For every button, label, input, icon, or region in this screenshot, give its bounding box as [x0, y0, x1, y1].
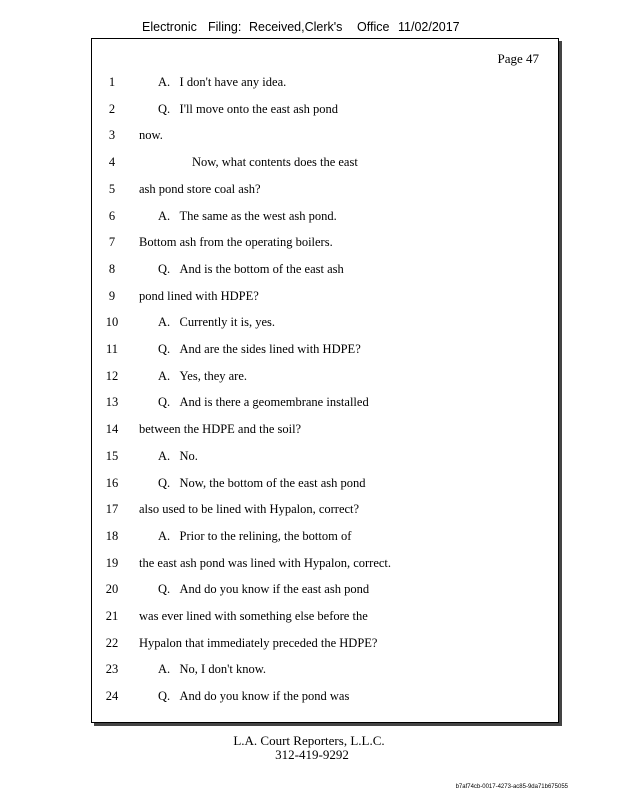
header-office: Office	[357, 20, 390, 34]
line-number: 21	[105, 609, 119, 623]
line-number: 15	[105, 448, 119, 463]
transcript-line	[92, 422, 558, 440]
transcript-line	[92, 609, 558, 627]
line-text: Bottom ash from the operating boilers.	[139, 235, 333, 250]
transcript-line	[92, 342, 558, 360]
transcript-page	[91, 38, 559, 723]
transcript-line	[92, 102, 558, 120]
line-number: 14	[105, 422, 119, 437]
line-text: between the HDPE and the soil?	[139, 422, 302, 437]
line-text: A. No, I don't know.	[158, 662, 267, 677]
line-number: 5	[108, 181, 116, 196]
line-number: 1	[108, 75, 116, 89]
line-text: Q. Now, the bottom of the east ash pond	[158, 475, 366, 490]
line-number: 24	[105, 689, 119, 704]
transcript-line	[92, 209, 558, 227]
line-number: 9	[108, 288, 116, 303]
line-text: also used to be lined with Hypalon, correct?	[139, 502, 360, 517]
line-text: Now, what contents does the east	[192, 155, 358, 170]
transcript-line	[92, 128, 558, 146]
line-text: Q. And is the bottom of the east ash	[158, 261, 344, 276]
line-text: Hypalon that immediately preceded the HDPE?	[139, 635, 378, 650]
line-text: the east ash pond was lined with Hypalon, correct.	[139, 555, 392, 570]
transcript-line	[92, 369, 558, 387]
line-text: was ever lined with something else before the	[139, 609, 368, 623]
filing-header	[0, 20, 618, 38]
transcript-line	[92, 662, 558, 680]
line-text: A. Currently it is, yes.	[158, 315, 276, 330]
line-text: pond lined with HDPE?	[139, 288, 259, 303]
transcript-line	[92, 636, 558, 654]
header-electronic: Electronic	[142, 20, 197, 34]
line-number: 4	[108, 155, 116, 170]
transcript-line	[92, 182, 558, 200]
transcript-line	[92, 155, 558, 173]
line-text: now.	[139, 128, 163, 143]
line-number: 6	[108, 208, 116, 223]
line-text: Q. And are the sides lined with HDPE?	[158, 342, 361, 356]
line-number: 8	[108, 261, 116, 276]
footer-phone: 312-419-9292	[275, 747, 349, 762]
line-number: 7	[108, 235, 116, 250]
line-number: 11	[105, 342, 119, 356]
page-number: Page 47	[497, 51, 539, 66]
line-number: 18	[105, 528, 119, 543]
transcript-line	[92, 582, 558, 600]
transcript-line	[92, 235, 558, 253]
transcript-line	[92, 529, 558, 547]
header-date: 11/02/2017	[398, 20, 460, 34]
line-number: 12	[105, 368, 119, 383]
line-text: A. The same as the west ash pond.	[158, 208, 337, 223]
line-text: A. I don't have any idea.	[158, 75, 287, 89]
line-text: Q. And do you know if the pond was	[158, 689, 350, 704]
line-number: 17	[105, 502, 119, 517]
line-text: Q. And is there a geomembrane installed	[158, 395, 369, 410]
line-number: 3	[108, 128, 116, 143]
transcript-line	[92, 502, 558, 520]
line-text: Q. And do you know if the east ash pond	[158, 582, 370, 597]
footer-company: L.A. Court Reporters, L.L.C.	[233, 733, 385, 748]
header-received: Received,Clerk's	[249, 20, 343, 34]
transcript-line	[92, 315, 558, 333]
header-filing: Filing:	[208, 20, 242, 34]
line-number: 19	[105, 555, 119, 570]
transcript-line	[92, 556, 558, 574]
line-number: 20	[105, 582, 119, 597]
line-text: Q. I'll move onto the east ash pond	[158, 101, 338, 116]
line-number: 22	[105, 635, 119, 650]
document-id: b7af74cb-0017-4273-ac85-9da71b675055	[455, 784, 568, 790]
line-number: 10	[105, 315, 119, 330]
line-text: A. No.	[158, 448, 198, 463]
line-text: A. Yes, they are.	[158, 368, 247, 383]
transcript-line	[92, 75, 558, 93]
line-text: A. Prior to the relining, the bottom of	[158, 528, 352, 543]
transcript-line	[92, 449, 558, 467]
line-text: ash pond store coal ash?	[139, 181, 261, 196]
transcript-line	[92, 689, 558, 707]
line-number: 16	[105, 475, 119, 490]
transcript-line	[92, 476, 558, 494]
line-number: 2	[108, 101, 116, 116]
transcript-line	[92, 289, 558, 307]
line-number: 13	[105, 395, 119, 410]
transcript-line	[92, 262, 558, 280]
line-number: 23	[105, 662, 119, 677]
transcript-line	[92, 395, 558, 413]
